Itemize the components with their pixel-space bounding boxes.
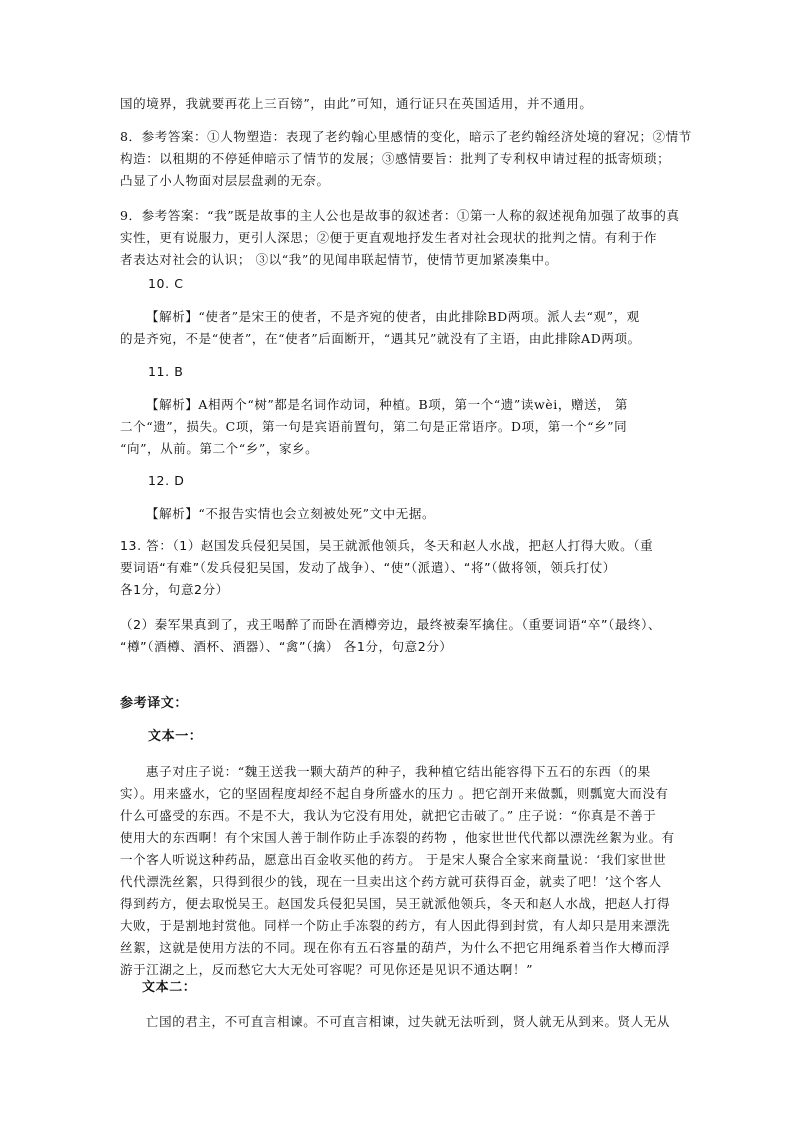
answer-label: 10. C (148, 276, 184, 291)
text-two-heading: 文本二： (142, 980, 197, 995)
text-line: 一个客人听说这种药品，愿意出百金收买他的药方。 于是宋人聚合全家来商量说：‘我们家世世 (120, 852, 667, 867)
answer-13-part2 (120, 614, 680, 658)
text-line: 13. 答：（1）赵国发兵侵犯吴国，吴王就派他领兵，冬天和赵人水战，把赵人打得大败。（重 (120, 538, 654, 553)
answer-label: 12. D (148, 473, 185, 488)
text-line: 惠子对庄子说：“魏王送我一颗大葫芦的种子，我种植它结出能容得下五石的东西（的果 (146, 764, 651, 779)
answer-8 (120, 126, 692, 192)
text-line: 亡国的君主，不可直言相谏。不可直言相谏，过失就无法听到，贤人就无从到来。贤人无从 (146, 1014, 671, 1029)
answer-label: 11. B (148, 364, 184, 379)
analysis-12 (146, 503, 680, 525)
text-line: 得到药方，便去取悦吴王。赵国发兵侵犯吴国，吴王就派他领兵，冬天和赵人水战，把赵人打得 (120, 896, 671, 911)
reference-translation-heading: 参考译文： (120, 696, 189, 711)
analysis-11 (146, 394, 680, 416)
text-line: 【解析】A相两个“树”都是名词作动词，种植。B项，第一个“遗”读wèi，赠送， 第 (146, 397, 628, 412)
analysis-10-cont (120, 328, 680, 350)
text-line: 的是齐宛，不是“使者”，在“使者”后面断开，“遇其兄”就没有了主语，由此排除AD两项。 (120, 331, 641, 346)
text-one-body (120, 783, 680, 981)
text-line: 二个“遗”，损失。C项，第一句是宾语前置句，第二句是正常语序。D项，第一个“乡”同 (120, 419, 628, 434)
text-line: 构造：以租期的不停延伸暗示了情节的发展；③感情要旨：批判了专利权申请过程的抵寄烦琐； (120, 151, 671, 166)
text-line: 9．参考答案：“我”既是故事的主人公也是故事的叙述者：①第一人称的叙述视角加强了故事的真 (120, 208, 680, 223)
answer-13-part1 (120, 535, 680, 601)
analysis-10 (146, 306, 680, 328)
text-line: 大败，于是割地封赏他。同样一个防止手冻裂的药方，有人因此得到封赏，有人却只是用来漂洗 (120, 918, 671, 933)
text-line: 各1分，句意2分） (120, 582, 229, 597)
text-line: “樽”（酒樽、酒杯、酒器）、“禽”（擒） 各1分，句意2分） (120, 639, 453, 654)
text-line: 丝絮，这就是使用方法的不同。现在你有五石容量的葫芦，为什么不把它用绳系着当作大樽而浮 (120, 940, 671, 955)
text-line: 【解析】“使者”是宋王的使者，不是齐宛的使者，由此排除BD两项。派人去“观”，观 (146, 309, 640, 324)
answer-10-choice (148, 273, 708, 295)
text-line: 实）。用来盛水，它的坚固程度却经不起自身所盛水的压力 。把它剖开来做瓢，则瓢宽大而没有 (120, 786, 669, 801)
answer-12-choice (148, 470, 708, 492)
text-line: 8．参考答案：①人物塑造：表现了老约翰心里感情的变化，暗示了老约翰经济处境的窘况；②情节 (120, 129, 692, 144)
text-line: 凸显了小人物面对层层盘剥的无奈。 (120, 173, 330, 188)
text-line: “向”，从前。第二个“乡”，家乡。 (120, 441, 319, 456)
text-line: 使用大的东西啊！有个宋国人善于制作防止手冻裂的药物 ，他家世世代代都以漂洗丝絮为业。有 (120, 830, 675, 845)
text-one-heading: 文本一： (148, 729, 203, 744)
analysis-11-cont (120, 416, 680, 460)
text-line: 游于江湖之上，反而愁它大大无处可容呢？可见你还是见识不通达啊！” (120, 962, 534, 977)
text-line: （2）秦军果真到了，戎王喝醉了而卧在酒樽旁边，最终被秦军擒住。（重要词语“卒”（最终）、 (120, 617, 662, 632)
answer-9 (120, 205, 680, 271)
carryover-paragraph (120, 93, 680, 115)
text-line: 实性，更有说服力，更引人深思；②便于更直观地抒发生者对社会现状的批判之情。有利于作 (120, 230, 658, 245)
text-line: 代代漂洗丝絮，只得到很少的钱，现在一旦卖出这个药方就可获得百金，就卖了吧！’这个客人 (120, 874, 662, 889)
text-line: 者表达对社会的认识； ③以“我”的见闻串联起情节，使情节更加紧凑集中。 (120, 252, 558, 267)
answer-11-choice (148, 361, 708, 383)
text-one-first-line (146, 761, 680, 783)
text-line: 什么可盛受的东西。不是不大，我认为它没有用处，就把它击破了。” 庄子说：“你真是不善于 (120, 808, 657, 823)
text-line: 要词语“有难”（发兵侵犯吴国，发动了战争）、“使”（派遣）、“将”（做将领，领兵打仗） (120, 560, 616, 575)
text-line: 【解析】“不报告实情也会立刻被处死”文中无据。 (146, 506, 436, 521)
text-line: 国的境界，我就要再花上三百镑”，由此”可知，通行证只在英国适用，并不通用。 (120, 96, 593, 111)
text-two-body (146, 1011, 680, 1033)
